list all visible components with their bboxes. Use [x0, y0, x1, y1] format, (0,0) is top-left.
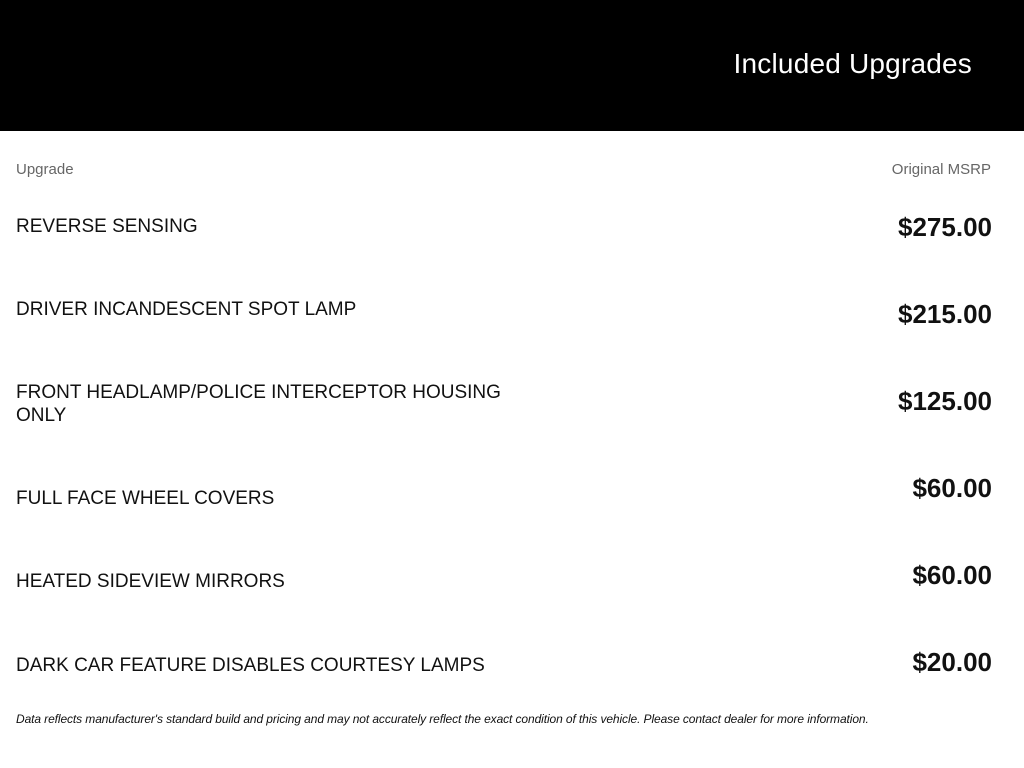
upgrade-name: FULL FACE WHEEL COVERS [16, 488, 275, 509]
upgrade-price: $215.00 [898, 299, 992, 329]
page-title: Included Upgrades [733, 48, 972, 79]
upgrade-price: $125.00 [898, 386, 992, 416]
upgrade-name: HEATED SIDEVIEW MIRRORS [16, 571, 285, 592]
upgrade-price: $275.00 [898, 212, 992, 242]
upgrade-list [0, 186, 1024, 708]
upgrade-row [0, 186, 1024, 273]
upgrade-row [0, 360, 1024, 447]
upgrade-row [0, 447, 1024, 534]
upgrade-row [0, 534, 1024, 621]
upgrade-price: $60.00 [912, 560, 992, 590]
header-bar [0, 0, 1024, 131]
upgrade-name: FRONT HEADLAMP/POLICE INTERCEPTOR HOUSING ONLY [16, 382, 501, 426]
upgrade-name: DARK CAR FEATURE DISABLES COURTESY LAMPS [16, 655, 485, 676]
upgrade-row [0, 621, 1024, 708]
column-header-upgrade: Upgrade [16, 161, 74, 178]
column-header-msrp: Original MSRP [891, 161, 991, 178]
upgrade-name: DRIVER INCANDESCENT SPOT LAMP [16, 299, 357, 320]
upgrade-name: REVERSE SENSING [16, 216, 198, 237]
disclaimer-text: Data reflects manufacturer's standard build and pricing and may not accurately reflect the exact condition of this vehicle. Please contact dealer for more information. [16, 712, 869, 726]
upgrade-price: $20.00 [912, 647, 992, 677]
upgrade-price: $60.00 [912, 473, 992, 503]
upgrade-row [0, 273, 1024, 360]
